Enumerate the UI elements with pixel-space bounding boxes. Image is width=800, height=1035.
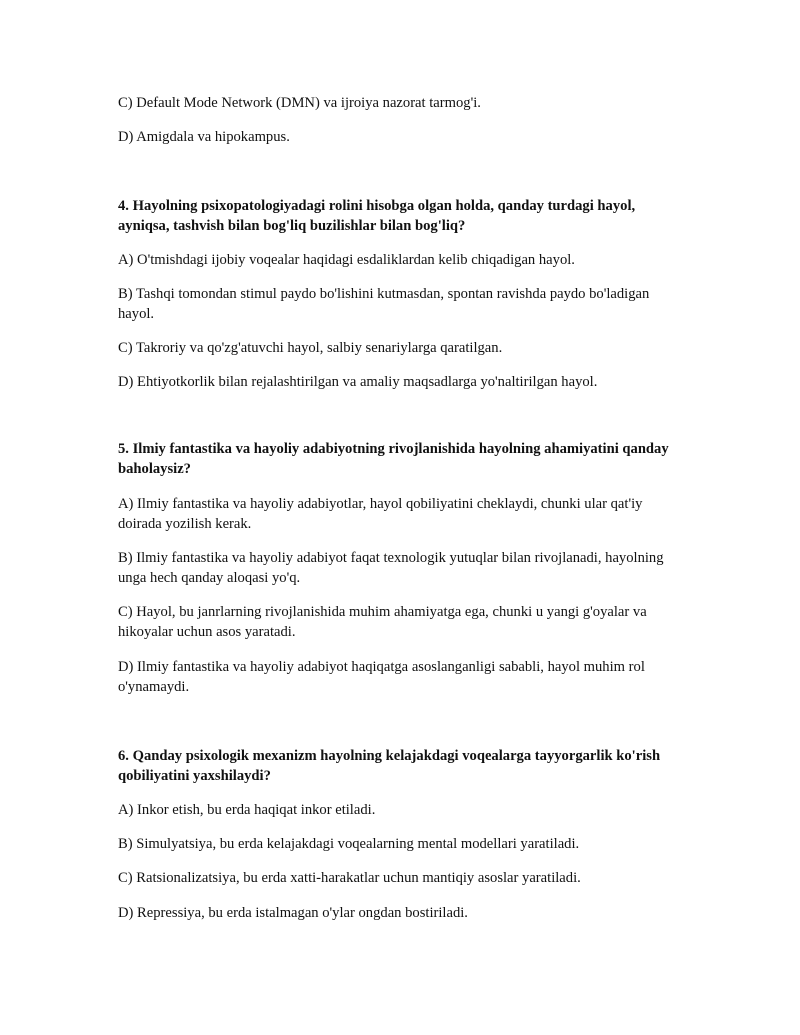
- option-text: B) Ilmiy fantastika va hayoliy adabiyot faqat texnologik yutuqlar bilan rivojlanadi, hayolning unga hech qanday aloqasi yo'q.: [118, 550, 664, 586]
- option-text: D) Repressiya, bu erda istalmagan o'ylar ongdan bostiriladi.: [118, 905, 468, 921]
- option-text: C) Default Mode Network (DMN) va ijroiya nazorat tarmog'i.: [118, 95, 481, 111]
- option-text: A) O'tmishdagi ijobiy voqealar haqidagi esdaliklardan kelib chiqadigan hayol.: [118, 252, 575, 268]
- option-text: D) Amigdala va hipokampus.: [118, 129, 290, 145]
- option-text: B) Tashqi tomondan stimul paydo bo'lishini kutmasdan, spontan ravishda paydo bo'ladigan hayol.: [118, 286, 650, 322]
- option-text: C) Hayol, bu janrlarning rivojlanishida muhim ahamiyatga ega, chunki u yangi g'oyalar va hikoyalar uchun asos yaratadi.: [118, 604, 647, 640]
- question-5-text: 5. Ilmiy fantastika va hayoliy adabiyotning rivojlanishida hayolning ahamiyatini qanday baholaysiz?: [118, 441, 669, 477]
- question-4-text: 4. Hayolning psixopatologiyadagi rolini hisobga olgan holda, qanday turdagi hayol, ayniqsa, tashvish bilan bog'liq buzilishlar bilan bog'liq?: [118, 198, 636, 234]
- option-text: C) Ratsionalizatsiya, bu erda xatti-harakatlar uchun mantiqiy asoslar yaratiladi.: [118, 870, 581, 886]
- option-text: B) Simulyatsiya, bu erda kelajakdagi voqealarning mental modellari yaratiladi.: [118, 836, 580, 852]
- option-text: D) Ilmiy fantastika va hayoliy adabiyot haqiqatga asoslanganligi sababli, hayol muhim rol o'ynamaydi.: [118, 659, 645, 695]
- question-6-text: 6. Qanday psixologik mexanizm hayolning kelajakdagi voqealarga tayyorgarlik ko'rish qobiliyatini yaxshilaydi?: [118, 748, 661, 784]
- option-text: D) Ehtiyotkorlik bilan rejalashtirilgan va amaliy maqsadlarga yo'naltirilgan hayol.: [118, 374, 598, 390]
- option-text: A) Inkor etish, bu erda haqiqat inkor etiladi.: [118, 802, 376, 818]
- option-text: C) Takroriy va qo'zg'atuvchi hayol, salbiy senariylarga qaratilgan.: [118, 340, 503, 356]
- option-text: A) Ilmiy fantastika va hayoliy adabiyotlar, hayol qobiliyatini cheklaydi, chunki ular qat'iy doirada yozilish kerak.: [118, 496, 643, 532]
